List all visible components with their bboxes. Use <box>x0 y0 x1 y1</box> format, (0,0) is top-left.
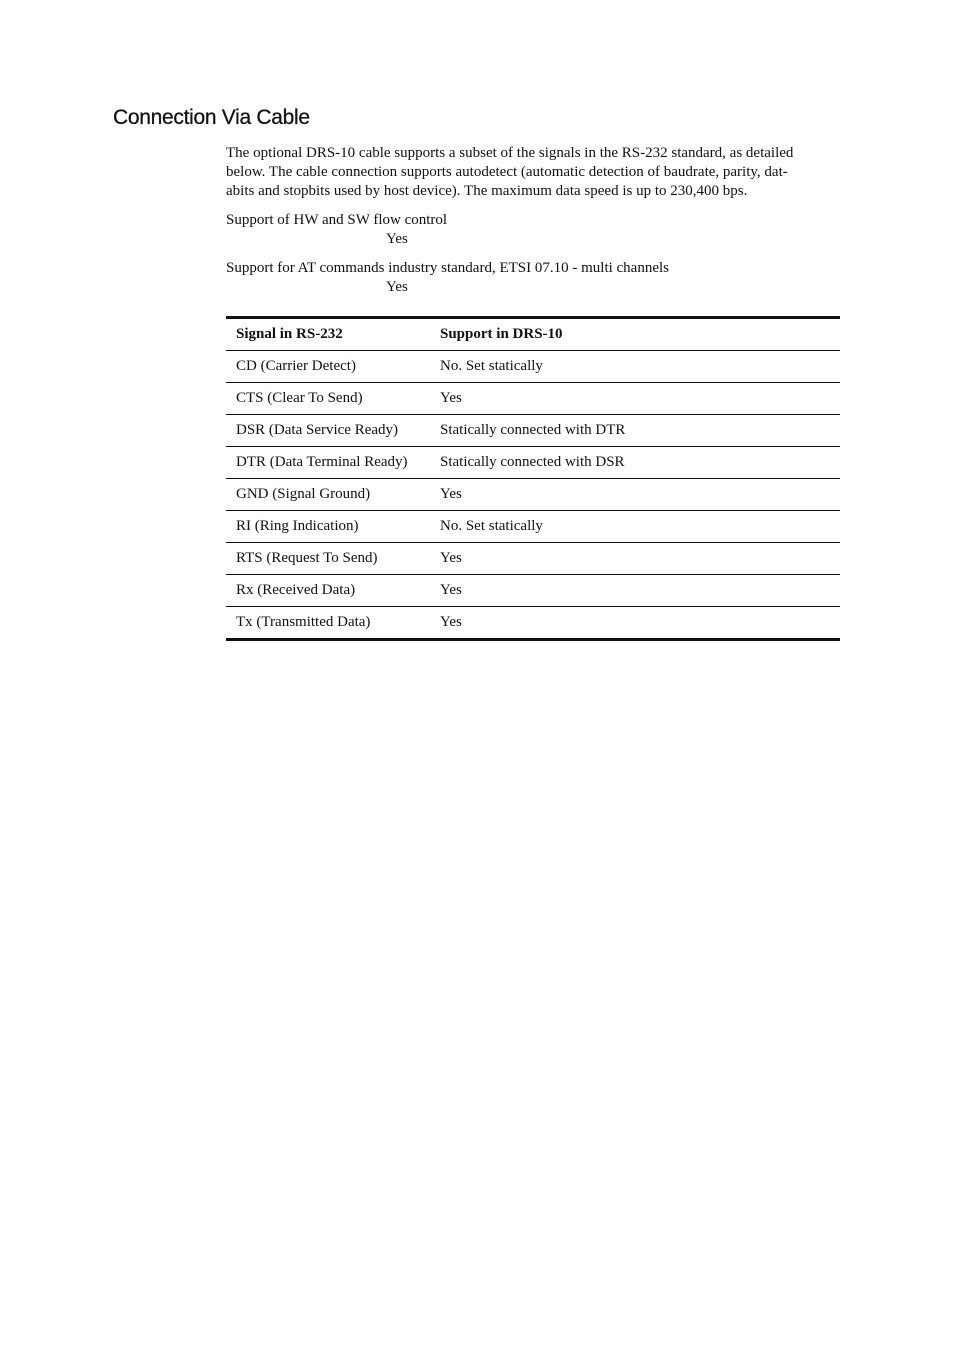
table-row <box>226 383 840 415</box>
support-cell: Yes <box>440 614 462 630</box>
support-cell: Statically connected with DTR <box>430 415 840 447</box>
intro-line: below. The cable connection supports autodetect (automatic detection of baudrate, parity, dat- <box>226 164 788 180</box>
section-title: Connection Via Cable <box>113 106 310 129</box>
feature-value: Yes <box>386 279 408 295</box>
support-cell: No. Set statically <box>430 351 840 383</box>
signal-cell: GND (Signal Ground) <box>226 479 430 511</box>
column-header-signal: Signal in RS-232 <box>226 318 430 351</box>
feature-label: Support for AT commands industry standard, ETSI 07.10 - multi channels <box>226 260 670 276</box>
signal-cell: DSR (Data Service Ready) <box>226 415 430 447</box>
signal-cell: CTS (Clear To Send) <box>226 383 430 415</box>
support-cell: Yes <box>430 383 840 415</box>
support-cell: Statically connected with DSR <box>430 447 840 479</box>
table-row <box>226 415 840 447</box>
feature-flow-control <box>226 211 840 249</box>
intro-line: abits and stopbits used by host device). The maximum data speed is up to 230,400 bps. <box>226 183 748 199</box>
signal-cell: DTR (Data Terminal Ready) <box>226 447 430 479</box>
table-row <box>226 607 840 640</box>
support-cell: Yes <box>430 575 840 607</box>
table-row <box>226 351 840 383</box>
feature-at-commands <box>226 259 840 297</box>
feature-label: Support of HW and SW flow control <box>226 212 448 228</box>
support-cell: No. Set statically <box>430 511 840 543</box>
table-row <box>226 511 840 543</box>
table-row <box>226 575 840 607</box>
table-header-row <box>226 318 840 351</box>
intro-line: The optional DRS-10 cable supports a subset of the signals in the RS-232 standard, as detailed <box>226 145 794 161</box>
support-cell: Yes <box>430 479 840 511</box>
feature-value: Yes <box>386 231 408 247</box>
column-header-support: Support in DRS-10 <box>430 318 840 351</box>
table-row <box>226 447 840 479</box>
signal-cell: Rx (Received Data) <box>226 575 430 607</box>
section-body <box>226 144 840 297</box>
signal-cell: RTS (Request To Send) <box>226 543 430 575</box>
signal-cell: RI (Ring Indication) <box>226 511 430 543</box>
signal-support-table <box>226 316 840 641</box>
support-cell: Yes <box>430 543 840 575</box>
table-row <box>226 543 840 575</box>
signal-cell: CD (Carrier Detect) <box>226 351 430 383</box>
signal-cell: Tx (Transmitted Data) <box>236 614 371 630</box>
table-row <box>226 479 840 511</box>
intro-paragraph <box>226 144 840 201</box>
